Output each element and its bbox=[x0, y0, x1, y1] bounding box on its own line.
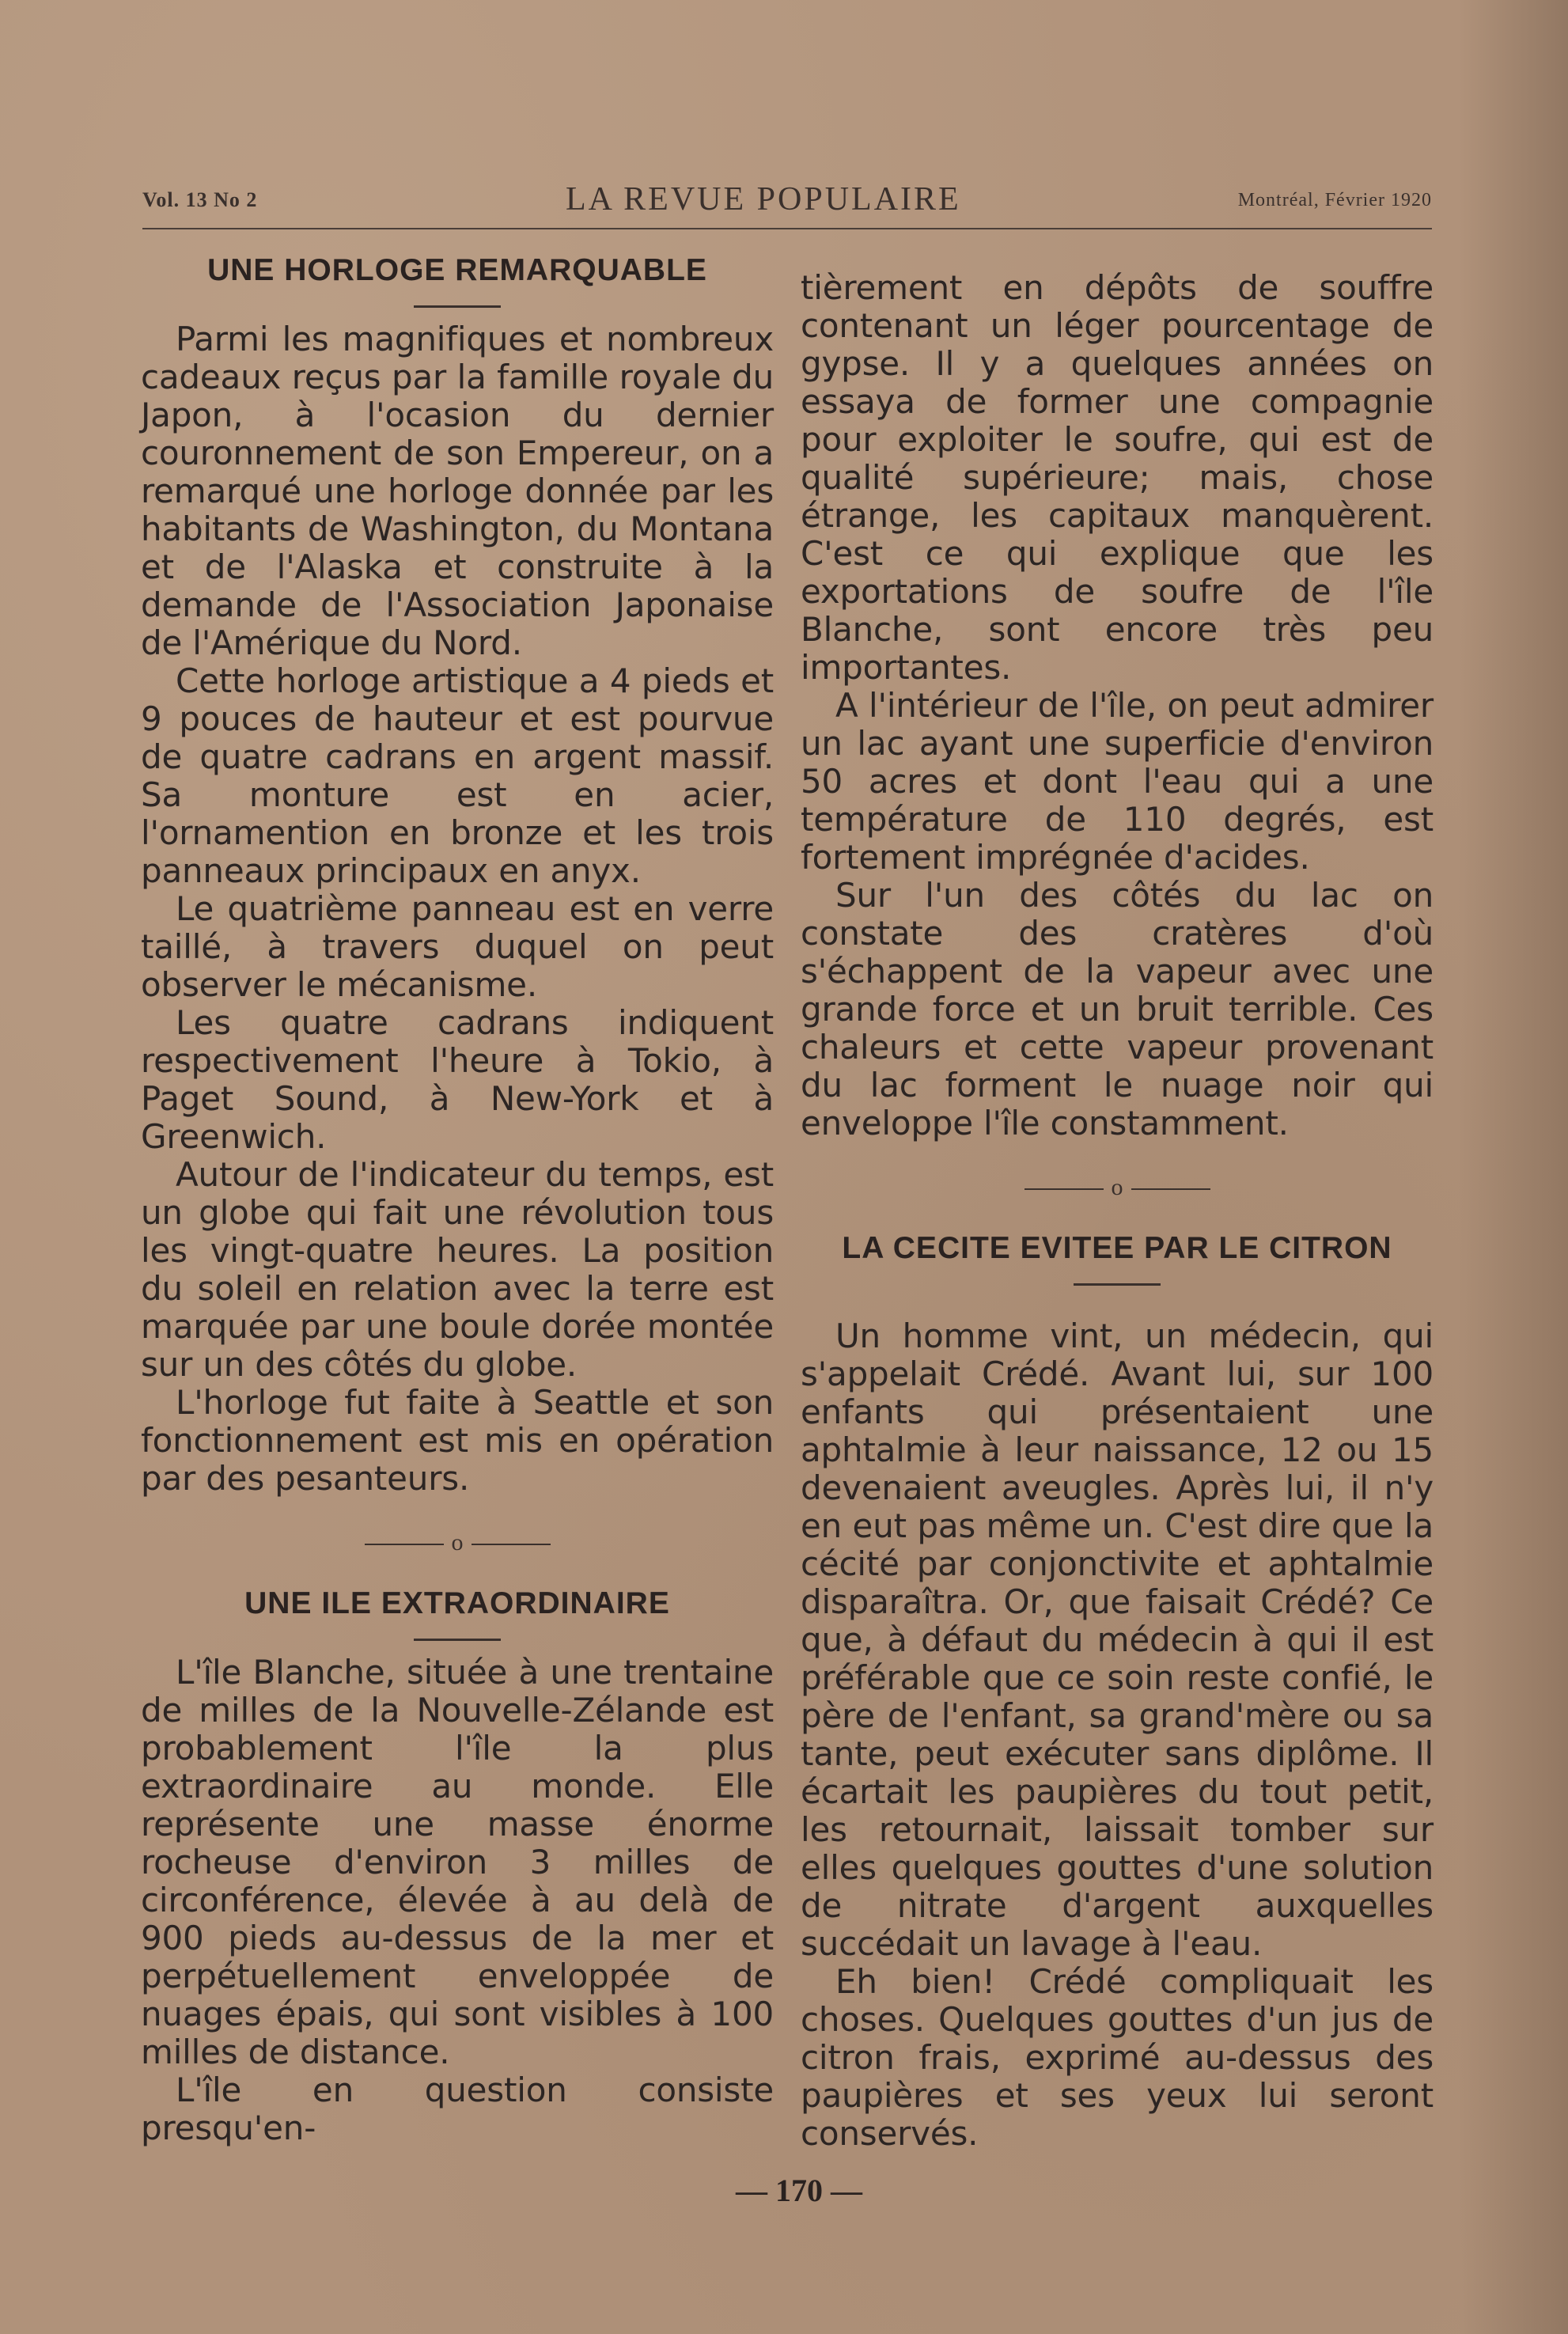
paragraph: L'île Blanche, située à une trentaine de milles de la Nouvelle-Zélande est probablement l'île la plus extraordinaire au monde. Elle représente une masse énorme rocheuse d'environ 3 milles de circonférence, élevée à au delà de 900 pieds au-dessus de la mer et perpétuellement enveloppée de nuages épais, qui sont visibles à 100 milles de distance. bbox=[141, 1653, 774, 2071]
article-title-cecite: LA CECITE EVITEE PAR LE CITRON bbox=[842, 1231, 1392, 1265]
running-header bbox=[134, 180, 1432, 228]
left-column bbox=[141, 253, 774, 2147]
paragraph: Sur l'un des côtés du lac on constate des cratères d'où s'échappent de la vapeur avec une grande force et un bruit terrible. Ces chaleurs et cette vapeur provenant du lac forment le nuage noir qui enveloppe l'île constamment. bbox=[801, 876, 1434, 1142]
volume-label: Vol. 13 No 2 bbox=[142, 188, 258, 211]
section-separator: o bbox=[801, 1174, 1434, 1201]
title-rule bbox=[414, 305, 501, 308]
paragraph: Eh bien! Crédé compliquait les choses. Quelques gouttes d'un jus de citron frais, exprimé au-dessus des paupières et ses yeux lui seront conservés. bbox=[801, 1962, 1434, 2153]
paragraph: Les quatre cadrans indiquent respectivement l'heure à Tokio, à Paget Sound, à New-York et à Greenwich. bbox=[141, 1003, 774, 1156]
paragraph: Le quatrième panneau est en verre taillé, à travers duquel on peut observer le mécanisme. bbox=[141, 889, 774, 1004]
paragraph: L'île en question consiste presqu'en- bbox=[141, 2071, 774, 2147]
issue-date: Montréal, Février 1920 bbox=[1237, 190, 1432, 210]
paragraph: Un homme vint, un médecin, qui s'appelait Crédé. Avant lui, sur 100 enfants qui présentaient une aphtalmie à leur naissance, 12 ou 15 devenaient aveugles. Après lui, il n'y en eut pas même un. C'est dire que la cécité par conjonctivite et aphtalmie disparaîtra. Or, que faisait Crédé? Ce que, à défaut du médecin à qui il est préférable que ce soin reste confié, le père de l'enfant, sa grand'mère ou sa tante, peut exécuter sans diplôme. Il écartait les paupières du tout petit, les retournait, laissait tomber sur elles quelques gouttes d'une solution de nitrate d'argent auxquelles succédait un lavage à l'eau. bbox=[801, 1317, 1434, 1963]
article-title-ile: UNE ILE EXTRAORDINAIRE bbox=[244, 1586, 670, 1620]
paragraph: Autour de l'indicateur du temps, est un globe qui fait une révolution tous les vingt-quatre heures. La position du soleil en relation avec la terre est marquée par une boule dorée montée sur un des côtés du globe. bbox=[141, 1155, 774, 1384]
paragraph: L'horloge fut faite à Seattle et son fonctionnement est mis en opération par des pesanteurs. bbox=[141, 1383, 774, 1498]
right-column bbox=[801, 269, 1434, 2153]
article-title-horloge: UNE HORLOGE REMARQUABLE bbox=[207, 253, 707, 287]
paragraph: tièrement en dépôts de souffre contenant un léger pourcentage de gypse. Il y a quelques années on essaya de former une compagnie pour exploiter le soufre, qui est de qualité supérieure; mais, chose étrange, les capitaux manquèrent. C'est ce qui explique que les exportations de soufre de l'île Blanche, sont encore très peu importantes. bbox=[801, 268, 1434, 687]
paragraph: Cette horloge artistique a 4 pieds et 9 pouces de hauteur et est pourvue de quatre cadrans en argent massif. Sa monture est en acier, l'ornamention en bronze et les trois panneaux principaux en anyx. bbox=[141, 661, 774, 890]
paragraph: Parmi les magnifiques et nombreux cadeaux reçus par la famille royale du Japon, à l'ocasion du dernier couronnement de son Empereur, on a remarqué une horloge donnée par les habitants de Washington, du Montana et de l'Alaska et construite à la demande de l'Association Japonaise de l'Amérique du Nord. bbox=[141, 320, 774, 662]
header-rule bbox=[142, 228, 1432, 229]
section-separator: o bbox=[141, 1529, 774, 1556]
paragraph: A l'intérieur de l'île, on peut admirer un lac ayant une superficie d'environ 50 acres et dont l'eau qui a une température de 110 degrés, est fortement imprégnée d'acides. bbox=[801, 686, 1434, 877]
publication-title: LA REVUE POPULAIRE bbox=[566, 181, 961, 218]
page-number: — 170 — bbox=[736, 2173, 862, 2208]
title-rule bbox=[414, 1639, 501, 1641]
title-rule bbox=[1074, 1283, 1161, 1286]
